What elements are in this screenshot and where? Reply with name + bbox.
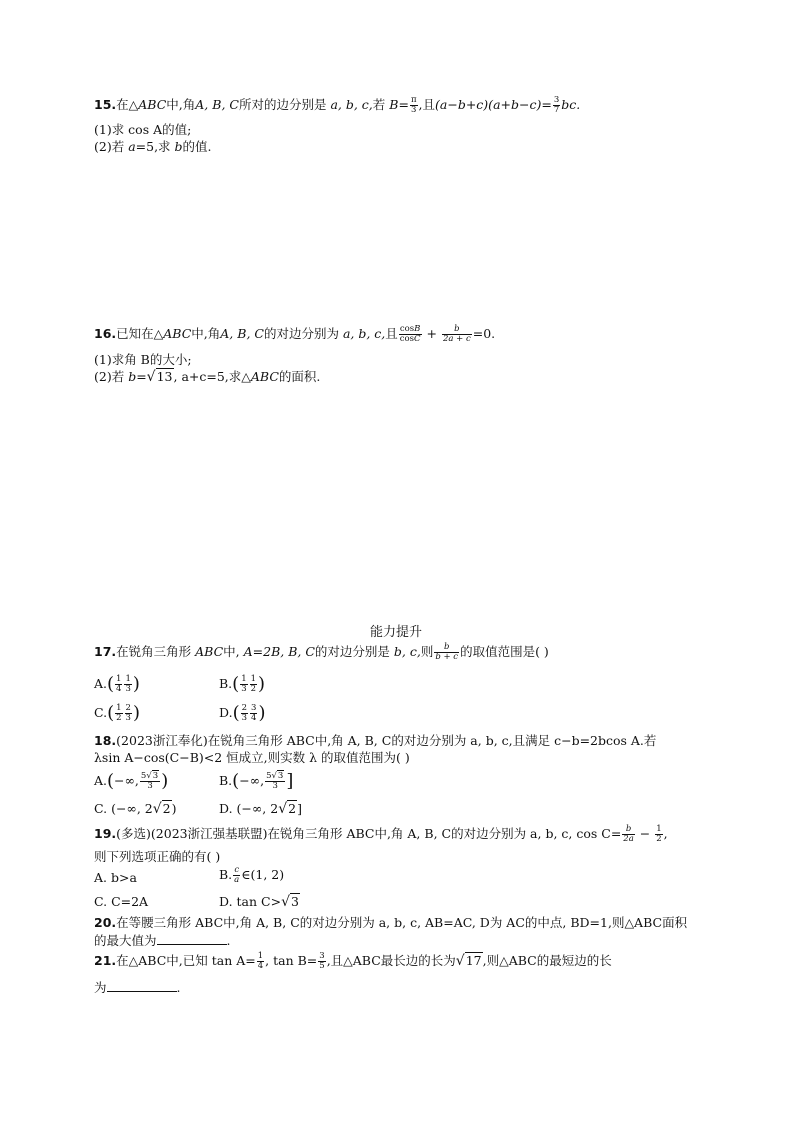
q18-option-d: D. (−∞, 2√2] [219,801,302,817]
q16-number: 16. [94,326,117,341]
q16-part1: (1)求角 B的大小; [94,352,192,367]
frac-3-over-7: $\frac{3}{7}$ [553,95,560,115]
q21-stem-line2: 为 . [94,980,181,995]
q15-part2: (2)若 a=5,求 b的值. [94,139,212,154]
frac-b-over-b-plus-c: $\frac{b}{b + c}$ [435,642,459,662]
q17-option-c: C.( $\frac{1}{2}$ $\frac{2}{3}$ ) [94,702,140,724]
q21-number: 21. [94,953,117,968]
answer-blank[interactable] [157,932,227,945]
q19-option-a: A. b>a [94,870,137,885]
sqrt-17: √17 [455,953,482,969]
sqrt-13: √13 [146,369,173,385]
q20-stem-line1: 20.在等腰三角形 ABC中,角 A, B, C的对边分别为 a, b, c, AB=AC, D为 AC的中点, BD=1,则△ABC面积 [94,915,688,930]
q15-part1: (1)求 cos A的值; [94,122,192,137]
q19-stem-line1: 19.(多选)(2023浙江强基联盟)在锐角三角形 ABC中,角 A, B, C的对边分别为 a, b, c, cos C= $\frac{b}{2a}$ − $\frac{1}{2}$ , [94,824,668,844]
q18-number: 18. [94,733,117,748]
q18-stem-line1: 18.(2023浙江奉化)在锐角三角形 ABC中,角 A, B, C的对边分别为 a, b, c,且满足 c−b=2bcos A.若 [94,733,657,748]
q17-option-b: B.( $\frac{1}{3}$ $\frac{1}{2}$ ) [219,673,266,695]
section-title: 能力提升 [370,625,423,640]
q16-stem: 16.已知在△ABC中,角A, B, C的对边分别为 a, b, c,且 $\frac{\cos B}{\cos C}$ + $\frac{b}{2a + c}$ =0. [94,324,496,344]
q20-number: 20. [94,915,117,930]
q17-option-a: A.( $\frac{1}{4}$ $\frac{1}{3}$ ) [94,673,140,695]
frac-pi-over-3: $\frac{\pi}{3}$ [410,95,417,115]
q17-number: 17. [94,644,117,659]
q20-stem-line2: 的最大值为 . [94,933,231,948]
frac-cosB-cosC: $\frac{\cos B}{\cos C}$ [399,324,421,344]
q17-option-d: D.( $\frac{2}{3}$ $\frac{3}{4}$ ) [219,702,266,724]
q19-option-c: C. C=2A [94,894,149,909]
q18-option-c: C. (−∞, 2√2) [94,801,177,817]
q19-stem-line2: 则下列选项正确的有( ) [94,849,221,864]
q15-number: 15. [94,97,117,112]
answer-blank[interactable] [107,979,177,992]
q17-stem: 17.在锐角三角形 ABC中, A=2B, B, C的对边分别是 b, c,则 $\frac{b}{b + c}$ 的取值范围是( ) [94,642,549,662]
q19-option-d: D. tan C>√3 [219,894,299,910]
q15-stem: 15.在△ABC中,角A, B, C所对的边分别是 a, b, c,若 B= $\frac{\pi}{3}$ ,且(a−b+c)(a+b−c)= $\frac{3}{7}$ bc. [94,95,581,115]
q19-number: 19. [94,826,117,841]
frac-b-over-2a-plus-c: $\frac{b}{2a + c}$ [442,324,471,344]
q18-option-a: A.(−∞, $\frac{5√3}{3}$ ) [94,770,169,792]
q18-stem-line2: λsin A−cos(C−B)<2 恒成立,则实数 λ 的取值范围为( ) [94,750,410,765]
q18-option-b: B.(−∞, $\frac{5√3}{3}$ ] [219,770,294,792]
q16-part2: (2)若 b=√13, a+c=5,求△ABC的面积. [94,369,321,385]
q21-stem-line1: 21.在△ABC中,已知 tan A= $\frac{1}{4}$ , tan B= $\frac{3}{5}$ ,且△ABC最长边的长为√17,则△ABC的最短边的长 [94,951,612,971]
q19-option-b: B. $\frac{c}{a}$ ∈(1, 2) [219,865,285,885]
